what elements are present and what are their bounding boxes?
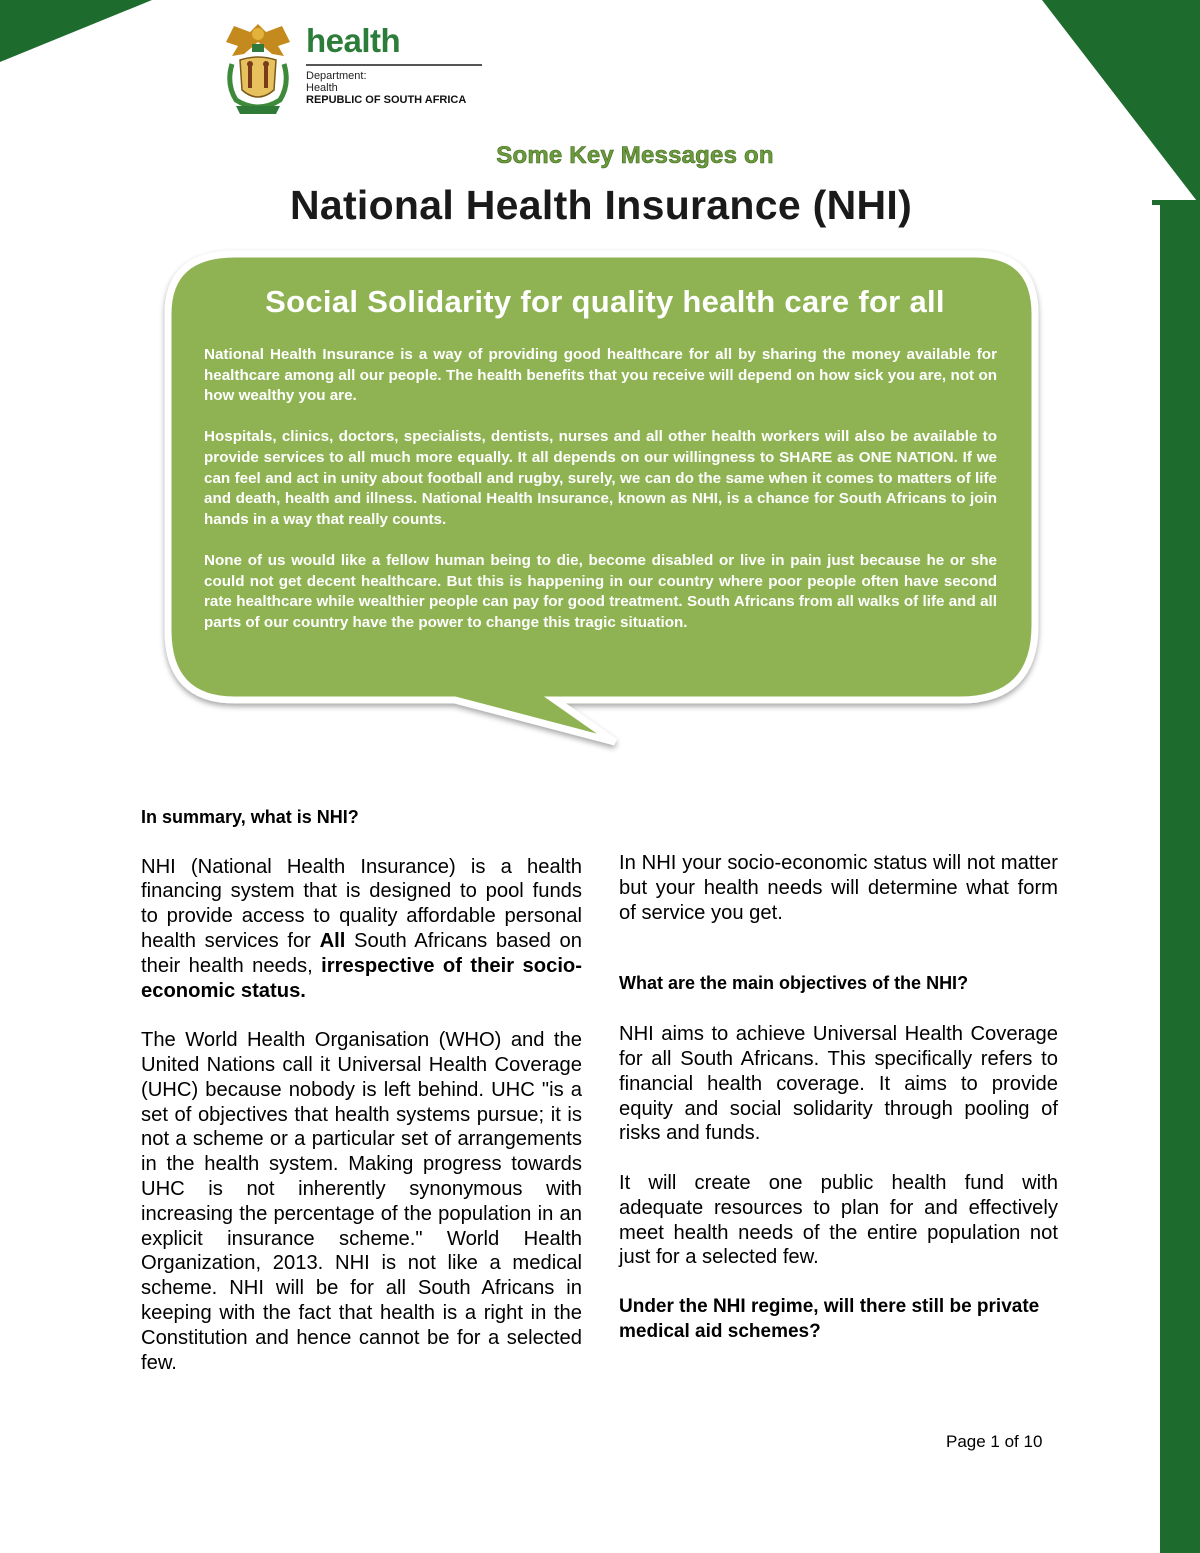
paragraph <box>141 855 582 1004</box>
question-heading: In summary, what is NHI? <box>141 807 359 827</box>
bubble-paragraph: National Health Insurance is a way of providing good healthcare for all by sharing the money available for healthcare among all our people. The health benefits that you receive will depend on how sick you are, not on how wealthy you are. <box>204 346 997 405</box>
logo-country: REPUBLIC OF SOUTH AFRICA <box>306 94 467 106</box>
page-title: National Health Insurance (NHI) <box>289 182 913 228</box>
logo-dept-line1: Department: <box>306 70 367 82</box>
question-heading: What are the main objectives of the NHI? <box>619 973 969 994</box>
paragraph: It will create one public health fund with adequate resources to plan for and effectively meet health needs of the entire population not just for a selected few. <box>619 1171 1058 1269</box>
logo-dept-line2: Health <box>306 82 338 94</box>
right-column <box>619 851 1058 1345</box>
page-number: Page 1 of 10 <box>946 1432 1043 1451</box>
bubble-paragraph: Hospitals, clinics, doctors, specialists, dentists, nurses and all other health workers will also be available to provide services to all much more equally. It all depends on our willingness to SHARE as ONE NATION. If we can feel and act in unity about football and rugby, surely, we can do the same when it comes to matters of life and death, health and illness. National Health Insurance, known as NHI, is a chance for South Africans to join hands in a way that really counts. <box>204 428 997 528</box>
kicker-heading: Some Key Messages on <box>496 142 774 169</box>
paragraph: In NHI your socio-economic status will not matter but your health needs will determine what form of service you get. <box>619 852 1058 924</box>
left-column <box>141 805 582 1375</box>
paragraph: The World Health Organisation (WHO) and the United Nations call it Universal Health Coverage (UHC) because nobody is left behind. UHC "is a set of objectives that health systems pursue; it is not a scheme or a particular set of arrangements in the health system. Making progress towards UHC is not inherently synonymous with increasing the percentage of the population in an explicit insurance scheme." World Health Organization, 2013. NHI is not like a medical scheme. NHI will be for all South Africans in keeping with the fact that health is a right in the Constitution and hence cannot be for a selected few. <box>141 1029 582 1374</box>
paragraph: NHI aims to achieve Universal Health Coverage for all South Africans. This specifically refers to financial health coverage. It aims to provide equity and social solidarity through pooling of risks and funds. <box>619 1023 1058 1145</box>
emphasis-text: All <box>319 929 346 952</box>
question-heading: Under the NHI regime, will there still be private medical aid schemes? <box>619 1295 1040 1342</box>
bubble-body <box>204 345 997 654</box>
bubble-heading: Social Solidarity for quality health care for all <box>265 284 945 319</box>
text-run: NHI (National Health Insurance) is a health financing system that is designed to pool funds to provide access to quality affordable personal health services for <box>141 855 582 952</box>
logo-wordmark: health <box>306 22 401 59</box>
bubble-paragraph: None of us would like a fellow human being to die, become disabled or live in pain just because he or she could not get decent healthcare. But this is happening in our country where poor people often have second rate healthcare while wealthier people can pay for good treatment. South Africans from all walks of life and all parts of our country have the power to change this tragic situation. <box>204 551 997 631</box>
text-run: South Africans based on their health needs, <box>141 929 582 977</box>
emphasis-text: irrespective of their socio-economic status. <box>141 954 582 1002</box>
